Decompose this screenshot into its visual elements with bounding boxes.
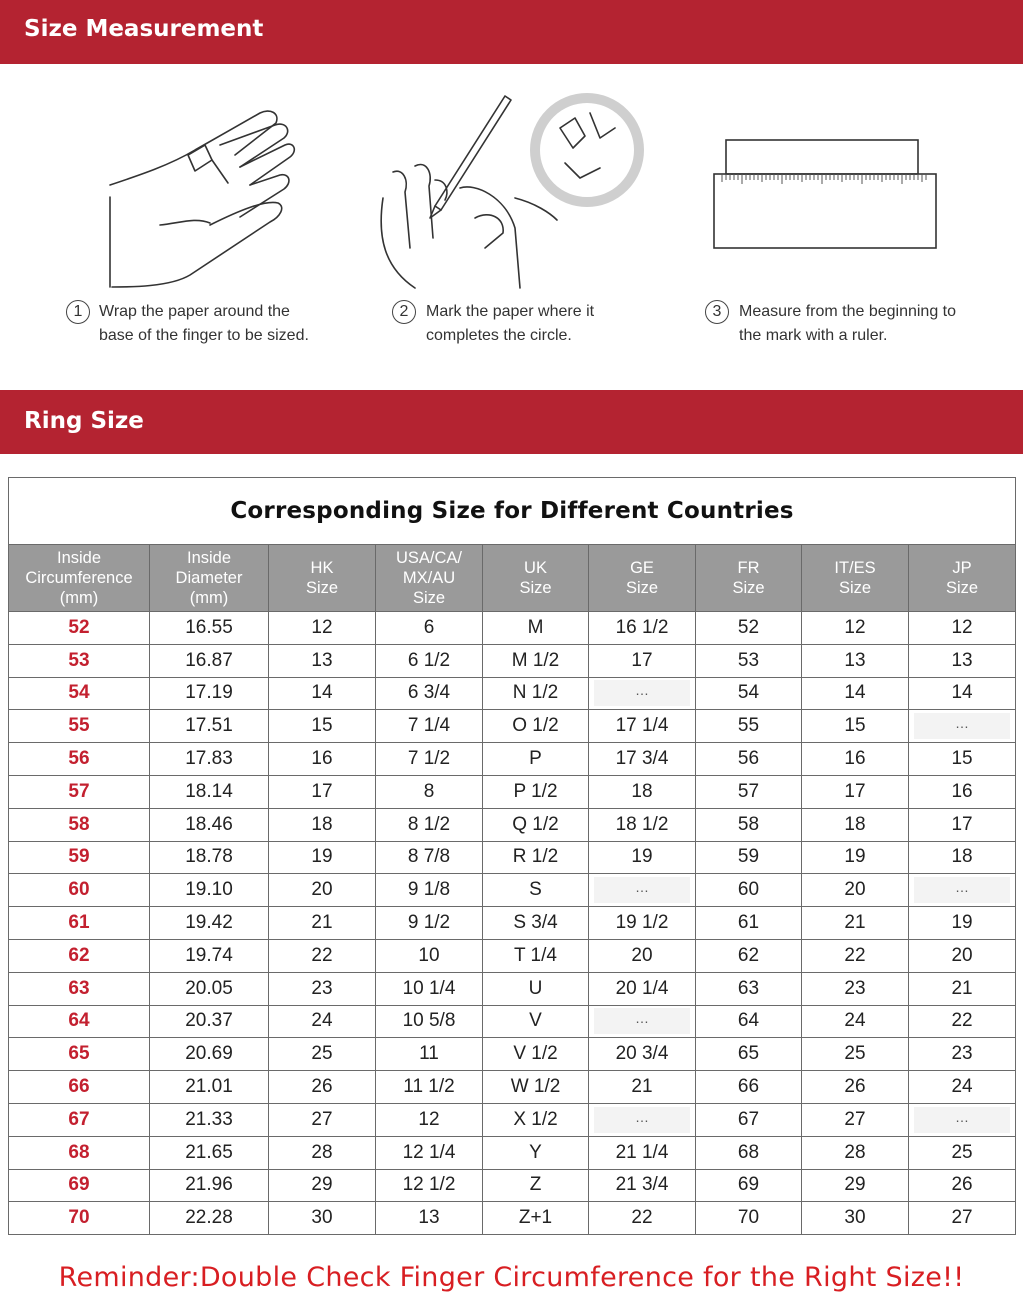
size-cell: 21 — [802, 907, 909, 940]
size-cell: 18 — [909, 841, 1016, 874]
step-2-line-1: Mark the paper where it — [426, 303, 595, 320]
size-cell: 17.51 — [150, 710, 269, 743]
column-header-line: UK — [524, 559, 547, 577]
table-row — [9, 1038, 1016, 1071]
size-cell: 20.05 — [150, 972, 269, 1005]
size-cell: U — [483, 972, 589, 1005]
size-cell: 21 — [589, 1071, 696, 1104]
circumference-cell: 55 — [9, 710, 150, 743]
size-cell: 59 — [696, 841, 802, 874]
table-caption: Corresponding Size for Different Countries — [9, 478, 1016, 545]
size-cell: 13 — [802, 644, 909, 677]
size-cell: 25 — [269, 1038, 376, 1071]
column-header-line: FR — [737, 559, 760, 577]
size-cell: Z+1 — [483, 1202, 589, 1235]
unavailable-size: … — [914, 1107, 1010, 1133]
size-cell: 19.42 — [150, 907, 269, 940]
column-header-line: Size — [412, 589, 446, 607]
size-cell: Q 1/2 — [483, 808, 589, 841]
size-cell: 18 — [802, 808, 909, 841]
size-cell: 22 — [269, 939, 376, 972]
size-cell: 17 — [589, 644, 696, 677]
table-row — [9, 939, 1016, 972]
column-header — [269, 545, 376, 612]
size-cell: 20 3/4 — [589, 1038, 696, 1071]
size-cell: 16.87 — [150, 644, 269, 677]
size-cell: 21.01 — [150, 1071, 269, 1104]
column-header — [9, 545, 150, 612]
size-cell: 28 — [269, 1136, 376, 1169]
column-header-line: MX/AU — [402, 569, 456, 587]
step-1-text — [99, 300, 359, 348]
table-row — [9, 644, 1016, 677]
table-header-row — [9, 545, 1016, 612]
table-row — [9, 710, 1016, 743]
column-header — [696, 545, 802, 612]
size-cell: 19 — [909, 907, 1016, 940]
size-cell: 16 — [802, 743, 909, 776]
size-cell: 21.65 — [150, 1136, 269, 1169]
size-cell: M 1/2 — [483, 644, 589, 677]
size-cell: 17.83 — [150, 743, 269, 776]
circumference-cell: 59 — [9, 841, 150, 874]
size-cell: 69 — [696, 1169, 802, 1202]
size-cell: 19 1/2 — [589, 907, 696, 940]
circumference-cell: 67 — [9, 1103, 150, 1136]
size-cell: 25 — [909, 1136, 1016, 1169]
size-cell: 20 — [589, 939, 696, 972]
size-cell: 17 1/4 — [589, 710, 696, 743]
size-cell: 22.28 — [150, 1202, 269, 1235]
size-cell: 8 7/8 — [376, 841, 483, 874]
size-cell: 65 — [696, 1038, 802, 1071]
size-cell: 16 1/2 — [589, 612, 696, 645]
table-row — [9, 1071, 1016, 1104]
ring-size-banner — [0, 390, 1023, 454]
size-cell: 26 — [802, 1071, 909, 1104]
size-cell: 30 — [269, 1202, 376, 1235]
size-cell: 58 — [696, 808, 802, 841]
size-cell: 18 — [269, 808, 376, 841]
size-cell: 13 — [909, 644, 1016, 677]
size-cell: 15 — [269, 710, 376, 743]
size-cell: 21.33 — [150, 1103, 269, 1136]
column-header-line: Size — [732, 579, 765, 597]
column-header-line: (mm) — [59, 589, 99, 607]
size-cell: 12 1/4 — [376, 1136, 483, 1169]
size-cell: 19 — [269, 841, 376, 874]
column-header-line: Inside — [186, 549, 232, 567]
unavailable-size: … — [914, 713, 1010, 739]
circumference-cell: 56 — [9, 743, 150, 776]
size-cell — [589, 677, 696, 710]
column-header-line: Size — [305, 579, 339, 597]
table-row — [9, 907, 1016, 940]
step-3-number: 3 — [705, 300, 729, 324]
step-2-line-2: completes the circle. — [426, 327, 572, 344]
size-cell: 14 — [802, 677, 909, 710]
column-header-line: Diameter — [175, 569, 243, 587]
size-cell: 22 — [802, 939, 909, 972]
size-cell: 18.78 — [150, 841, 269, 874]
column-header — [376, 545, 483, 612]
size-cell: 27 — [802, 1103, 909, 1136]
size-cell: 8 1/2 — [376, 808, 483, 841]
size-cell: 26 — [269, 1071, 376, 1104]
column-header-line: Size — [838, 579, 872, 597]
size-cell: 13 — [269, 644, 376, 677]
size-cell: 11 1/2 — [376, 1071, 483, 1104]
size-cell: 7 1/4 — [376, 710, 483, 743]
size-cell: V — [483, 1005, 589, 1038]
column-header-line: Size — [625, 579, 659, 597]
size-cell: 6 — [376, 612, 483, 645]
size-cell: 12 — [376, 1103, 483, 1136]
size-cell: 12 1/2 — [376, 1169, 483, 1202]
size-cell: 19.74 — [150, 939, 269, 972]
size-cell: 17 — [909, 808, 1016, 841]
circumference-cell: 54 — [9, 677, 150, 710]
size-cell: 26 — [909, 1169, 1016, 1202]
table-row — [9, 743, 1016, 776]
size-cell: 24 — [909, 1071, 1016, 1104]
circumference-cell: 52 — [9, 612, 150, 645]
circumference-cell: 64 — [9, 1005, 150, 1038]
hand-wrap-illustration — [100, 105, 310, 290]
circumference-cell: 66 — [9, 1071, 150, 1104]
step-3-line-1: Measure from the beginning to — [739, 303, 957, 320]
size-cell: 10 1/4 — [376, 972, 483, 1005]
size-cell: 10 5/8 — [376, 1005, 483, 1038]
step-3-line-2: the mark with a ruler. — [739, 327, 888, 344]
size-cell: 10 — [376, 939, 483, 972]
size-cell: 55 — [696, 710, 802, 743]
size-cell: 66 — [696, 1071, 802, 1104]
size-cell: 16 — [909, 775, 1016, 808]
column-header — [802, 545, 909, 612]
size-cell: T 1/4 — [483, 939, 589, 972]
size-cell: 12 — [269, 612, 376, 645]
size-cell: 18 1/2 — [589, 808, 696, 841]
size-cell — [589, 1005, 696, 1038]
size-cell: N 1/2 — [483, 677, 589, 710]
column-header-line: Size — [519, 579, 552, 597]
size-cell: O 1/2 — [483, 710, 589, 743]
size-cell: M — [483, 612, 589, 645]
column-header — [909, 545, 1016, 612]
unavailable-size: … — [594, 1008, 690, 1034]
unavailable-size: … — [594, 1107, 690, 1133]
reminder-text: Reminder:Double Check Finger Circumference for the Right Size!! — [58, 1262, 965, 1293]
size-cell: 20 — [909, 939, 1016, 972]
size-cell: 67 — [696, 1103, 802, 1136]
size-cell: 22 — [909, 1005, 1016, 1038]
size-cell: 56 — [696, 743, 802, 776]
column-header-line: HK — [310, 559, 334, 577]
size-cell — [909, 1103, 1016, 1136]
table-row — [9, 1169, 1016, 1202]
column-header — [150, 545, 269, 612]
size-cell: 15 — [909, 743, 1016, 776]
size-cell: 12 — [802, 612, 909, 645]
size-cell: 27 — [909, 1202, 1016, 1235]
size-cell: 21 1/4 — [589, 1136, 696, 1169]
circumference-cell: 60 — [9, 874, 150, 907]
size-cell: 15 — [802, 710, 909, 743]
size-cell: 20 — [802, 874, 909, 907]
size-cell: 18.46 — [150, 808, 269, 841]
table-row — [9, 808, 1016, 841]
table-row — [9, 972, 1016, 1005]
size-cell: P 1/2 — [483, 775, 589, 808]
size-cell: Z — [483, 1169, 589, 1202]
size-cell: 29 — [269, 1169, 376, 1202]
size-cell — [589, 1103, 696, 1136]
size-cell: 19 — [802, 841, 909, 874]
size-cell: 53 — [696, 644, 802, 677]
step-2-number: 2 — [392, 300, 416, 324]
section-title: Ring Size — [24, 408, 144, 434]
table-row — [9, 677, 1016, 710]
size-cell: 27 — [269, 1103, 376, 1136]
size-cell: 68 — [696, 1136, 802, 1169]
size-cell: 24 — [269, 1005, 376, 1038]
table-row — [9, 841, 1016, 874]
size-cell: 70 — [696, 1202, 802, 1235]
size-cell: 21 3/4 — [589, 1169, 696, 1202]
size-cell: 23 — [802, 972, 909, 1005]
table-row — [9, 1202, 1016, 1235]
size-cell: 17.19 — [150, 677, 269, 710]
circumference-cell: 57 — [9, 775, 150, 808]
table-row — [9, 874, 1016, 907]
size-cell: 18 — [589, 775, 696, 808]
step-1-line-1: Wrap the paper around the — [99, 303, 290, 320]
size-cell: 12 — [909, 612, 1016, 645]
column-header — [483, 545, 589, 612]
size-cell: 6 3/4 — [376, 677, 483, 710]
table-row — [9, 612, 1016, 645]
step-3-text — [739, 300, 999, 348]
table-row — [9, 1005, 1016, 1038]
circumference-cell: 70 — [9, 1202, 150, 1235]
column-header-line: (mm) — [189, 589, 229, 607]
size-cell: 61 — [696, 907, 802, 940]
size-cell: 8 — [376, 775, 483, 808]
size-cell: 20 — [269, 874, 376, 907]
size-cell — [909, 710, 1016, 743]
size-cell: 54 — [696, 677, 802, 710]
circumference-cell: 61 — [9, 907, 150, 940]
step-2-text — [426, 300, 686, 348]
size-cell: 30 — [802, 1202, 909, 1235]
size-cell: 57 — [696, 775, 802, 808]
table-row — [9, 1103, 1016, 1136]
size-cell: X 1/2 — [483, 1103, 589, 1136]
size-cell: 25 — [802, 1038, 909, 1071]
size-cell: 63 — [696, 972, 802, 1005]
circumference-cell: 69 — [9, 1169, 150, 1202]
size-cell: 11 — [376, 1038, 483, 1071]
circumference-cell: 65 — [9, 1038, 150, 1071]
column-header-line: Inside — [56, 549, 102, 567]
column-header-line: Size — [945, 579, 979, 597]
size-cell: 7 1/2 — [376, 743, 483, 776]
size-cell: 17 — [269, 775, 376, 808]
table-row — [9, 775, 1016, 808]
ring-size-table — [8, 477, 1016, 1235]
size-cell: 19 — [589, 841, 696, 874]
size-cell: 60 — [696, 874, 802, 907]
size-cell: 16.55 — [150, 612, 269, 645]
unavailable-size: … — [594, 680, 690, 706]
size-cell: 21 — [269, 907, 376, 940]
size-cell: 20.37 — [150, 1005, 269, 1038]
size-cell: 6 1/2 — [376, 644, 483, 677]
size-cell: 21 — [909, 972, 1016, 1005]
size-cell: V 1/2 — [483, 1038, 589, 1071]
column-header-line: GE — [630, 559, 654, 577]
size-cell: 62 — [696, 939, 802, 972]
size-cell: 17 3/4 — [589, 743, 696, 776]
column-header-line: USA/CA/ — [395, 549, 463, 567]
size-measurement-banner — [0, 0, 1023, 64]
size-cell: 28 — [802, 1136, 909, 1169]
size-cell: S — [483, 874, 589, 907]
column-header-line: IT/ES — [834, 559, 876, 577]
step-1-line-2: base of the finger to be sized. — [99, 327, 309, 344]
step-1-number: 1 — [66, 300, 90, 324]
circumference-cell: 58 — [9, 808, 150, 841]
size-cell: P — [483, 743, 589, 776]
size-cell — [909, 874, 1016, 907]
column-header — [589, 545, 696, 612]
size-cell: 9 1/8 — [376, 874, 483, 907]
circumference-cell: 63 — [9, 972, 150, 1005]
circumference-cell: 68 — [9, 1136, 150, 1169]
unavailable-size: … — [914, 877, 1010, 903]
table-row — [9, 1136, 1016, 1169]
size-cell: 52 — [696, 612, 802, 645]
size-cell: 22 — [589, 1202, 696, 1235]
size-cell: W 1/2 — [483, 1071, 589, 1104]
column-header-line: Circumference — [25, 569, 133, 587]
size-cell: 14 — [909, 677, 1016, 710]
size-cell — [589, 874, 696, 907]
size-cell: 64 — [696, 1005, 802, 1038]
pencil-mark-illustration — [375, 88, 655, 293]
size-cell: 23 — [909, 1038, 1016, 1071]
size-cell: 9 1/2 — [376, 907, 483, 940]
size-cell: 21.96 — [150, 1169, 269, 1202]
size-cell: 23 — [269, 972, 376, 1005]
size-cell: S 3/4 — [483, 907, 589, 940]
size-cell: 24 — [802, 1005, 909, 1038]
size-cell: 16 — [269, 743, 376, 776]
size-cell: 17 — [802, 775, 909, 808]
unavailable-size: … — [594, 877, 690, 903]
size-cell: 19.10 — [150, 874, 269, 907]
circumference-cell: 53 — [9, 644, 150, 677]
circumference-cell: 62 — [9, 939, 150, 972]
size-cell: 20 1/4 — [589, 972, 696, 1005]
size-cell: 18.14 — [150, 775, 269, 808]
ruler-illustration — [712, 138, 938, 250]
size-cell: 14 — [269, 677, 376, 710]
size-cell: 20.69 — [150, 1038, 269, 1071]
section-title: Size Measurement — [24, 16, 264, 42]
size-cell: Y — [483, 1136, 589, 1169]
size-cell: 29 — [802, 1169, 909, 1202]
size-cell: 13 — [376, 1202, 483, 1235]
column-header-line: JP — [952, 559, 972, 577]
size-cell: R 1/2 — [483, 841, 589, 874]
